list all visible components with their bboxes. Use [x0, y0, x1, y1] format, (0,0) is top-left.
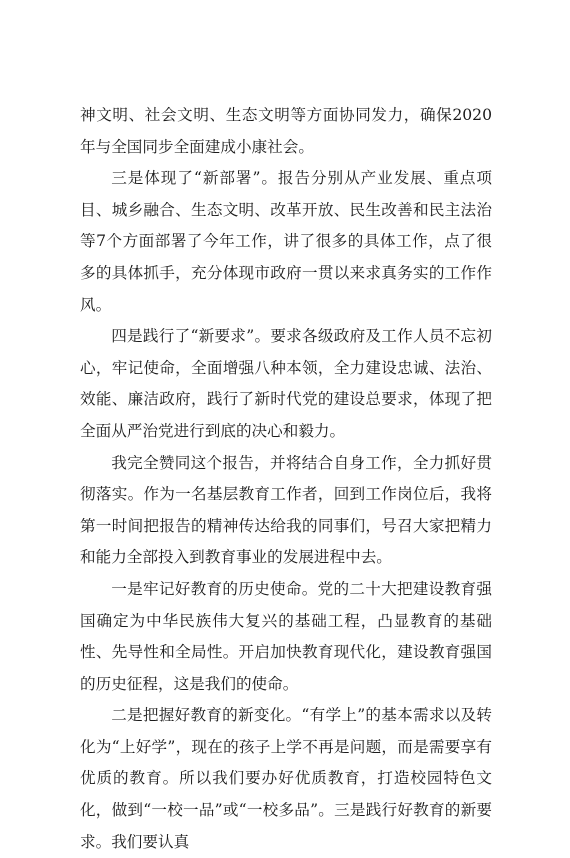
document-body: [80, 100, 492, 858]
paragraph-endorsement: 我完全赞同这个报告，并将结合自身工作，全力抓好贯彻落实。作为一名基层教育工作者，回到工作岗位后，我将第一时间把报告的精神传达给我的同事们，号召大家把精力和能力全部投入到教育事业的发展进程中去。: [80, 453, 492, 567]
paragraph-education-changes: 二是把握好教育的新变化。“有学上”的基本需求以及转化为“上好学”，现在的孩子上学不再是问题，而是需要享有优质的教育。所以我们要办好优质教育，打造校园特色文化，做到“一校一品”或“一校多品”。三是践行好教育的新要求。我们要认真: [80, 706, 492, 851]
paragraph-education-mission: 一是牢记好教育的历史使命。党的二十大把建设教育强国确定为中华民族伟大复兴的基础工程，凸显教育的基础性、先导性和全局性。开启加快教育现代化，建设教育强国的历史征程，这是我们的使命。: [80, 579, 492, 693]
paragraph-new-deployment: 三是体现了“新部署”。报告分别从产业发展、重点项目、城乡融合、生态文明、改革开放、民生改善和民主法治等7个方面部署了今年工作，讲了很多的具体工作，点了很多的具体抓手，充分体现市政府一贯以来求真务实的工作作风。: [80, 169, 492, 314]
paragraph-continuation: 神文明、社会文明、生态文明等方面协同发力，确保2020年与全国同步全面建成小康社会。: [80, 106, 492, 156]
paragraph-new-requirements: 四是践行了“新要求”。要求各级政府及工作人员不忘初心，牢记使命，全面增强八种本领，全力建设忠诚、法治、效能、廉洁政府，践行了新时代党的建设总要求，体现了把全面从严治党进行到底的决心和毅力。: [80, 327, 492, 440]
